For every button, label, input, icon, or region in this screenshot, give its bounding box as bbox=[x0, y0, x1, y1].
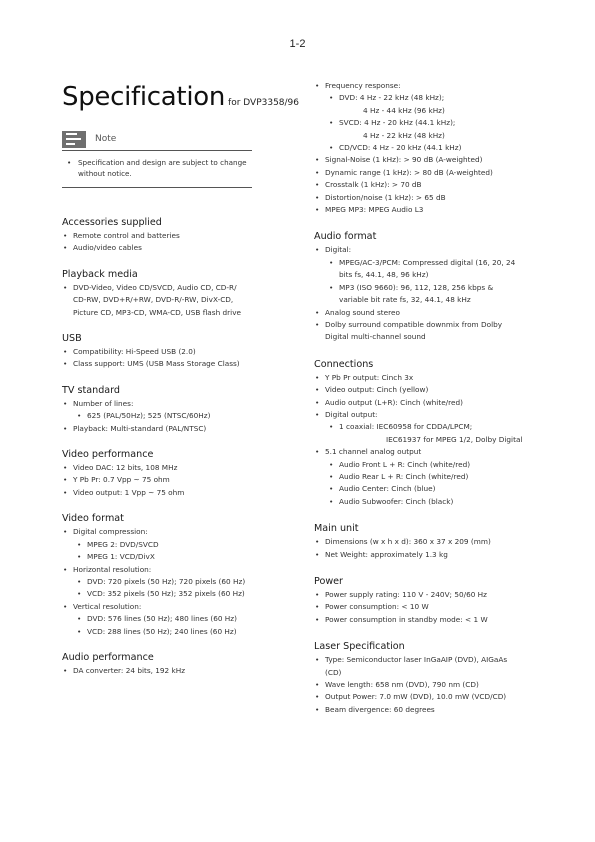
spec-item: • Crosstalk (1 kHz): > 70 dB bbox=[314, 179, 546, 191]
section-video-format bbox=[62, 512, 290, 638]
spec-subitem: • MPEG 1: VCD/DivX bbox=[73, 551, 290, 563]
spec-item: • Video DAC: 12 bits, 108 MHz bbox=[62, 462, 290, 474]
section-title: Power bbox=[314, 576, 344, 587]
section-title: Main unit bbox=[314, 523, 359, 535]
section-title: Audio performance bbox=[62, 651, 154, 663]
spec-subitem: • VCD: 352 pixels (50 Hz); 352 pixels (60 Hz) bbox=[73, 588, 290, 600]
frequency-response-item: • Frequency response: • DVD: 4 Hz - 22 kHz (48 kHz); 4 Hz - 44 kHz (96 kHz) • SVCD: 4 Hz - 20 kHz (44.1 kHz); 4 Hz - 22 kHz (48 kHz) • CD/VCD: 4 Hz - 20 kHz (44.1 kHz) bbox=[314, 80, 546, 154]
frequency-dvd: • DVD: 4 Hz - 22 kHz (48 kHz); 4 Hz - 44 kHz (96 kHz) bbox=[325, 92, 546, 117]
section-title: Video format bbox=[62, 513, 124, 525]
section-title: Accessories supplied bbox=[62, 217, 162, 228]
spec-subitem: • Audio Center: Cinch (blue) bbox=[325, 483, 546, 495]
spec-item: • Class support: UMS (USB Mass Storage Class) bbox=[62, 358, 290, 370]
note-icon bbox=[62, 131, 86, 148]
right-column bbox=[314, 80, 546, 716]
spec-item: • Audio output (L+R): Cinch (white/red) bbox=[314, 397, 546, 409]
frequency-cdvcd: • CD/VCD: 4 Hz - 20 kHz (44.1 kHz) bbox=[325, 142, 546, 154]
section-power bbox=[314, 575, 546, 626]
section-title: Playback media bbox=[62, 268, 138, 280]
section-title: Video performance bbox=[62, 449, 154, 461]
section-title: TV standard bbox=[62, 384, 121, 396]
note-box bbox=[62, 128, 252, 188]
left-column bbox=[62, 80, 300, 677]
spec-subitem: • 1 coaxial: IEC60958 for CDDA/LPCM; IEC61937 for MPEG 1/2, Dolby Digital bbox=[325, 421, 546, 446]
spec-subitem: • VCD: 288 lines (50 Hz); 240 lines (60 Hz) bbox=[73, 626, 290, 638]
spec-item: • Y Pb Pr output: Cinch 3x bbox=[314, 372, 546, 384]
spec-item: • DA converter: 24 bits, 192 kHz bbox=[62, 665, 290, 677]
section-usb bbox=[62, 332, 290, 371]
spec-item: • Net Weight: approximately 1.3 kg bbox=[314, 549, 546, 561]
section-main-unit bbox=[314, 522, 546, 561]
note-body bbox=[62, 151, 252, 188]
spec-item: • Digital output: • 1 coaxial: IEC60958 for CDDA/LPCM; IEC61937 for MPEG 1/2, Dolby Digital bbox=[314, 409, 546, 446]
section-accessories-supplied bbox=[62, 216, 290, 255]
spec-item: • Analog sound stereo bbox=[314, 307, 546, 319]
spec-subitem: • MP3 (ISO 9660): 96, 112, 128, 256 kbps & variable bit rate fs, 32, 44.1, 48 kHz bbox=[325, 282, 546, 307]
spec-item: • Output Power: 7.0 mW (DVD), 10.0 mW (VCD/CD) bbox=[314, 691, 546, 703]
title-model: for DVP3358/96 bbox=[228, 98, 300, 108]
spec-item: • Dynamic range (1 kHz): > 80 dB (A-weighted) bbox=[314, 167, 546, 179]
spec-subitem: • Audio Front L + R: Cinch (white/red) bbox=[325, 459, 546, 471]
section-tv-standard bbox=[62, 384, 290, 435]
spec-item: • Compatibility: Hi-Speed USB (2.0) bbox=[62, 346, 290, 358]
section-title: Audio format bbox=[314, 231, 377, 243]
spec-subitem: • Audio Subwoofer: Cinch (black) bbox=[325, 496, 546, 508]
spec-item: • Video output: Cinch (yellow) bbox=[314, 384, 546, 396]
spec-item: • Digital compression: • MPEG 2: DVD/SVCD • MPEG 1: VCD/DivX bbox=[62, 526, 290, 563]
spec-item: • Playback: Multi-standard (PAL/NTSC) bbox=[62, 423, 290, 435]
page-title bbox=[62, 82, 300, 114]
section-audio-format bbox=[314, 230, 546, 343]
spec-subitem: • Audio Rear L + R: Cinch (white/red) bbox=[325, 471, 546, 483]
spec-subitem: • MPEG 2: DVD/SVCD bbox=[73, 539, 290, 551]
section-laser-specification bbox=[314, 640, 546, 716]
spec-item: • Audio/video cables bbox=[62, 242, 290, 254]
section-audio-performance bbox=[62, 651, 290, 677]
section-title: USB bbox=[62, 333, 82, 345]
spec-item: • MPEG MP3: MPEG Audio L3 bbox=[314, 204, 546, 216]
section-title: Connections bbox=[314, 358, 374, 370]
spec-subitem: • MPEG/AC-3/PCM: Compressed digital (16, 20, 24 bits fs, 44.1, 48, 96 kHz) bbox=[325, 257, 546, 282]
section-video-performance bbox=[62, 448, 290, 499]
page-number: 1-2 bbox=[289, 38, 306, 50]
spec-item: • Beam divergence: 60 degrees bbox=[314, 704, 546, 716]
spec-item: • Video output: 1 Vpp ~ 75 ohm bbox=[62, 487, 290, 499]
spec-item: • Wave length: 658 nm (DVD), 790 nm (CD) bbox=[314, 679, 546, 691]
spec-item: • Signal-Noise (1 kHz): > 90 dB (A-weighted) bbox=[314, 154, 546, 166]
section-playback-media bbox=[62, 268, 290, 319]
spec-item: • Power supply rating: 110 V - 240V; 50/60 Hz bbox=[314, 589, 546, 601]
section-audio-response bbox=[314, 80, 546, 216]
section-title: Laser Specification bbox=[314, 641, 405, 653]
frequency-svcd: • SVCD: 4 Hz - 20 kHz (44.1 kHz); 4 Hz - 22 kHz (48 kHz) bbox=[325, 117, 546, 142]
spec-item: • Y Pb Pr: 0.7 Vpp ~ 75 ohm bbox=[62, 474, 290, 486]
spec-item: • 5.1 channel analog output • Audio Front L + R: Cinch (white/red) • Audio Rear L + R: Cinch (white/red) • Audio Center: Cinch (blue) • Audio Subwoofer: Cinch (black) bbox=[314, 446, 546, 508]
spec-item: • Horizontal resolution: • DVD: 720 pixels (50 Hz); 720 pixels (60 Hz) • VCD: 352 pixels (50 Hz); 352 pixels (60 Hz) bbox=[62, 564, 290, 601]
note-label: Note bbox=[95, 134, 117, 144]
spec-item: • DVD-Video, Video CD/SVCD, Audio CD, CD-R/ CD-RW, DVD+R/+RW, DVD-R/-RW, DivX-CD, Picture CD, MP3-CD, WMA-CD, USB flash drive bbox=[62, 282, 290, 319]
note-text: • Specification and design are subject to change without notice. bbox=[62, 157, 252, 179]
title-main: Specification bbox=[62, 82, 226, 112]
left-sections bbox=[62, 216, 290, 677]
spec-item: • Power consumption in standby mode: < 1 W bbox=[314, 614, 546, 626]
spec-item: • Type: Semiconductor laser InGaAIP (DVD), AIGaAs (CD) bbox=[314, 654, 546, 679]
spec-item: • Remote control and batteries bbox=[62, 230, 290, 242]
spec-subitem: • DVD: 576 lines (50 Hz); 480 lines (60 Hz) bbox=[73, 613, 290, 625]
spec-item: • Vertical resolution: • DVD: 576 lines (50 Hz); 480 lines (60 Hz) • VCD: 288 lines (50 Hz); 240 lines (60 Hz) bbox=[62, 601, 290, 638]
spec-subitem: • DVD: 720 pixels (50 Hz); 720 pixels (60 Hz) bbox=[73, 576, 290, 588]
note-header bbox=[62, 128, 252, 151]
spec-item: • Number of lines: • 625 (PAL/50Hz); 525 (NTSC/60Hz) bbox=[62, 398, 290, 423]
spec-item: • Distortion/noise (1 kHz): > 65 dB bbox=[314, 192, 546, 204]
spec-item: • Digital: • MPEG/AC-3/PCM: Compressed digital (16, 20, 24 bits fs, 44.1, 48, 96 kHz) • MP3 (ISO 9660): 96, 112, 128, 256 kbps & variable bit rate fs, 32, 44.1, 48 kHz bbox=[314, 244, 546, 306]
spec-item: • Dolby surround compatible downmix from Dolby Digital multi-channel sound bbox=[314, 319, 546, 344]
spec-item: • Dimensions (w x h x d): 360 x 37 x 209 (mm) bbox=[314, 536, 546, 548]
right-sections bbox=[314, 522, 546, 716]
spec-subitem: • 625 (PAL/50Hz); 525 (NTSC/60Hz) bbox=[73, 410, 290, 422]
section-connections bbox=[314, 358, 546, 508]
spec-item: • Power consumption: < 10 W bbox=[314, 601, 546, 613]
